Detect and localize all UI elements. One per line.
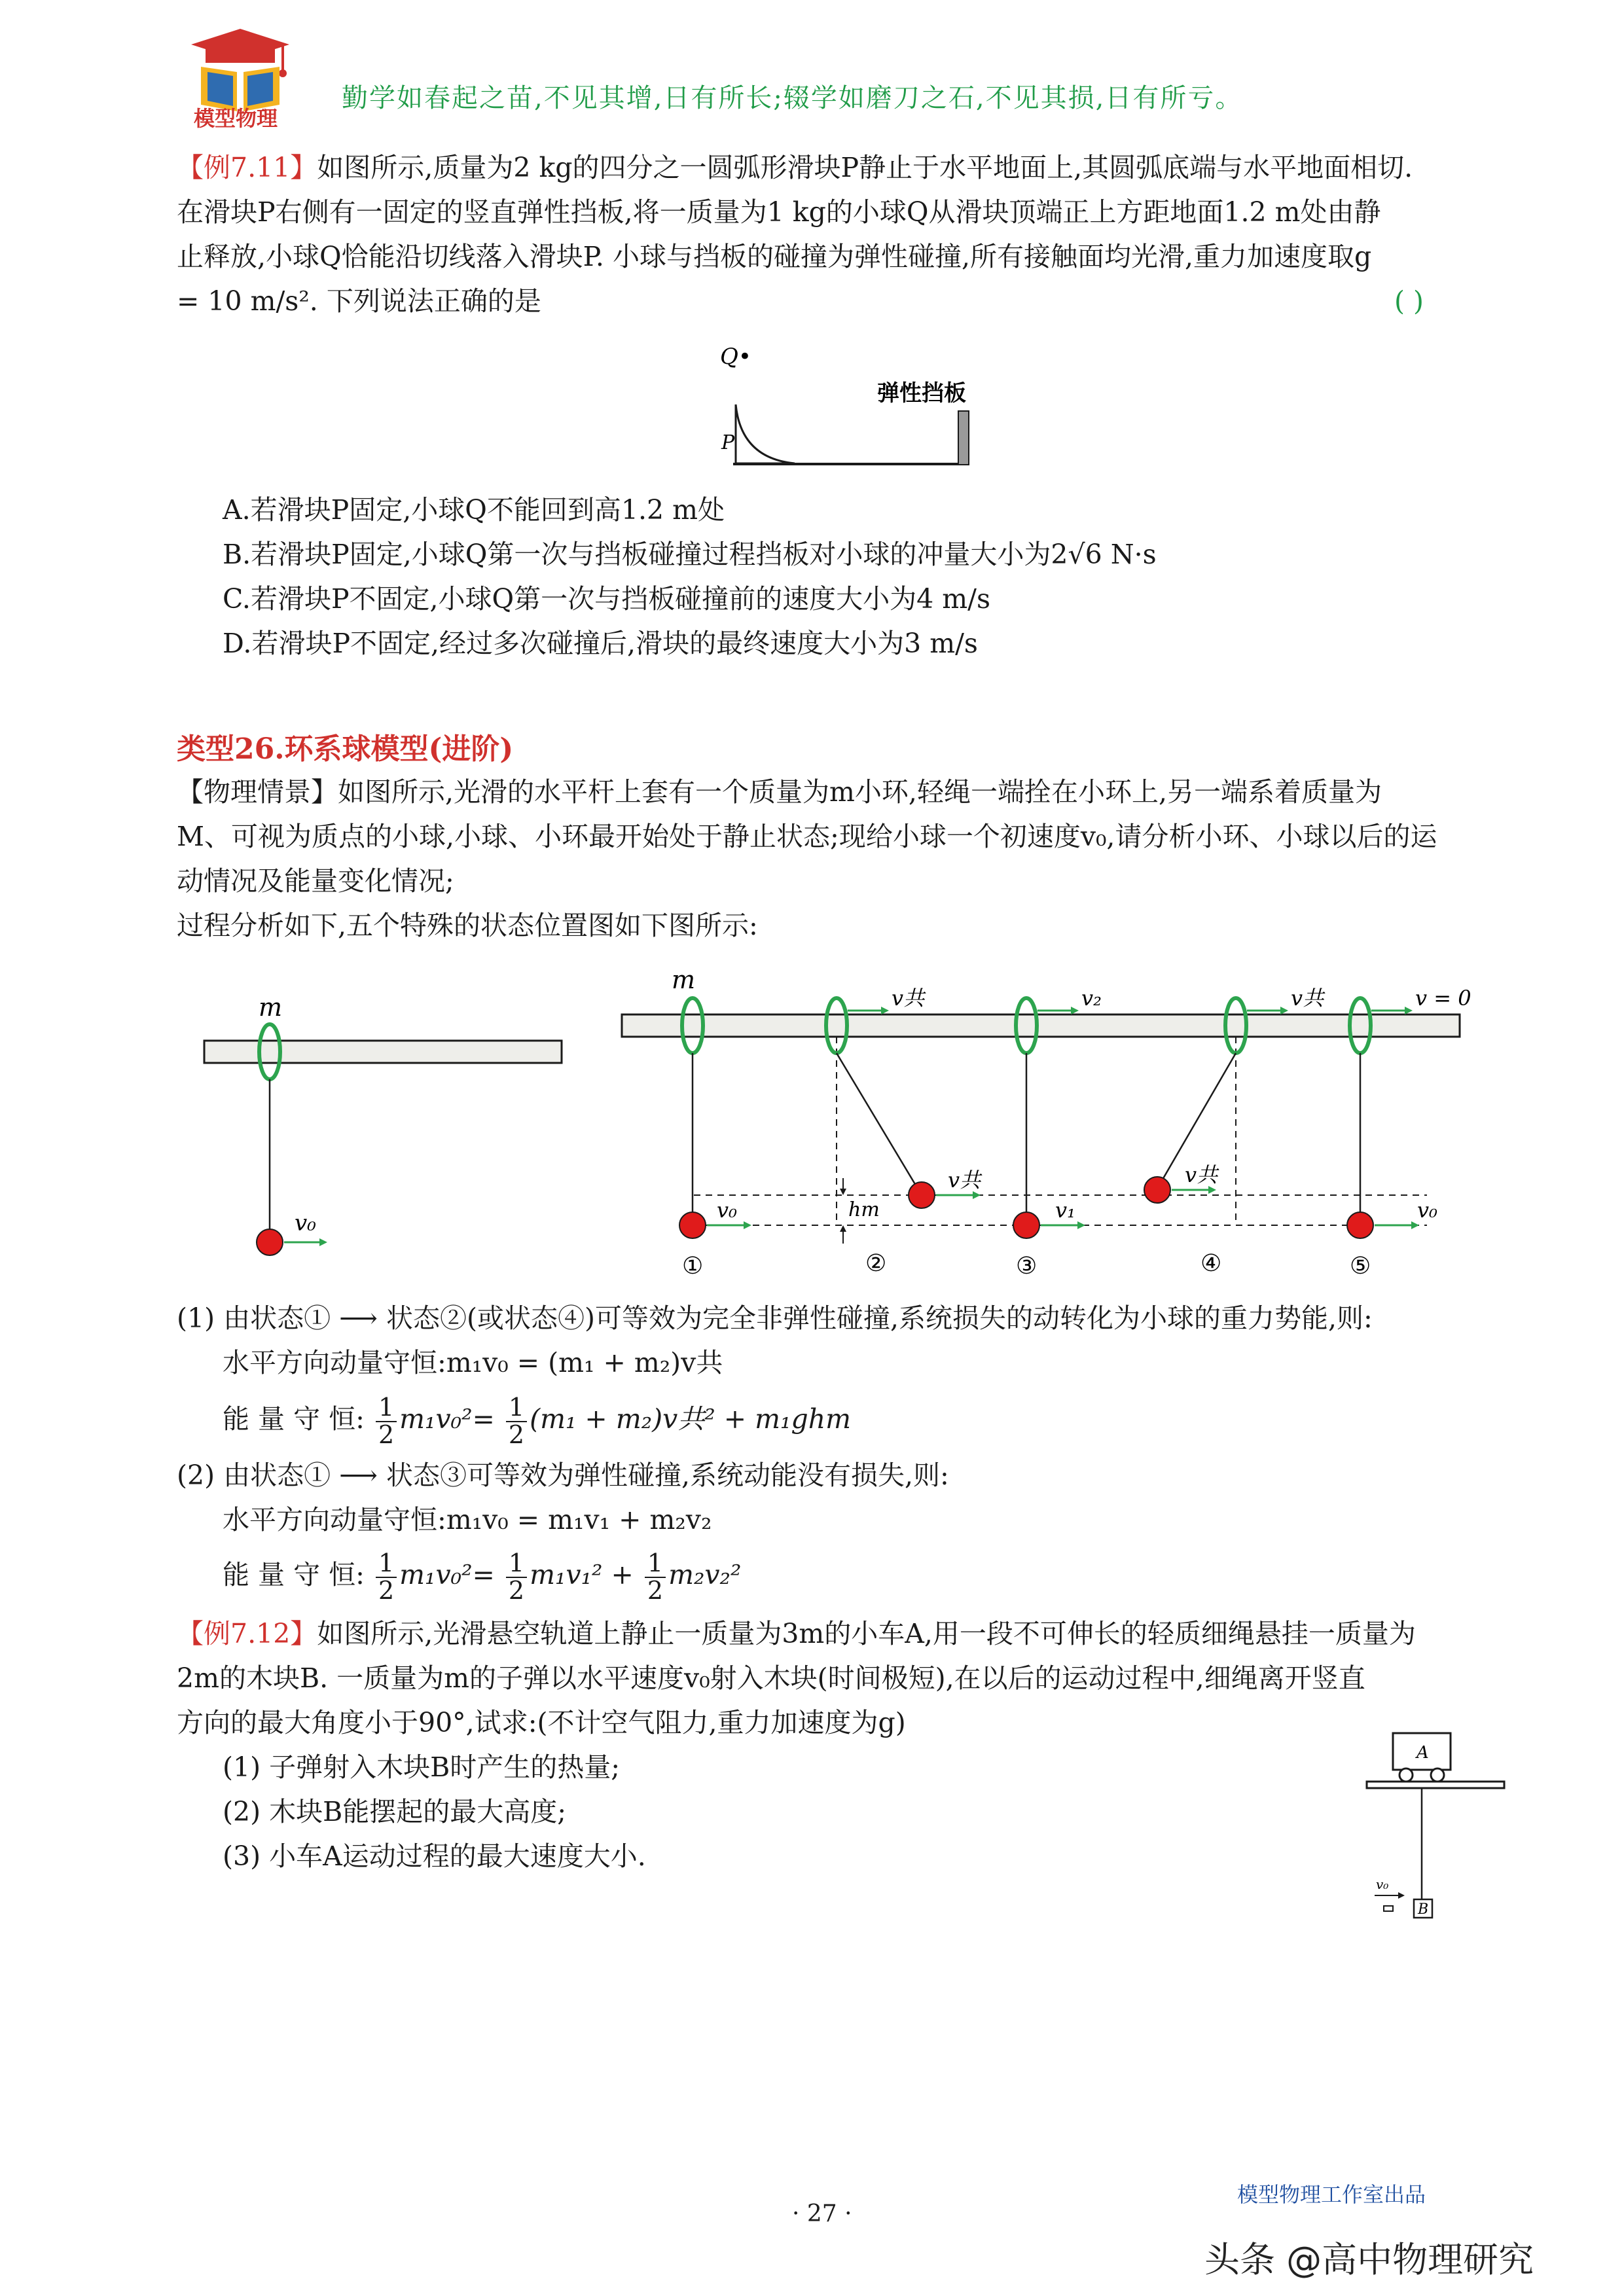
label-vgong-ball-2: v共 — [948, 1168, 981, 1193]
ball-state-2 — [909, 1182, 935, 1208]
label-wall: 弹性挡板 — [877, 380, 966, 406]
answer-paren: ( ) — [1394, 285, 1424, 317]
analysis-p2-momentum: 水平方向动量守恒:m₁v₀ = m₁v₁ + m₂v₂ — [223, 1504, 712, 1535]
track — [1367, 1782, 1504, 1788]
energy-2-left: m₁v₀²= — [399, 1559, 495, 1590]
ex711-line-1 — [177, 145, 1413, 190]
bullet — [1384, 1906, 1393, 1911]
process-line: 过程分析如下,五个特殊的状态位置图如下图所示: — [177, 910, 758, 941]
label-b: B — [1418, 1901, 1429, 1918]
ex712-figure — [1362, 1728, 1512, 1937]
analysis-p1-momentum: 水平方向动量守恒:m₁v₀ = (m₁ + m₂)v共 — [223, 1347, 723, 1378]
ex711-text-1: 如图所示,质量为2 kg的四分之一圆弧形滑块P静止于水平地面上,其圆弧底端与水平地面相切. — [317, 152, 1413, 183]
ex712-line-2: 2m的木块B. 一质量为m的子弹以水平速度v₀射入木块(时间极短),在以后的运动过程中,细绳离开竖直 — [177, 1662, 1365, 1694]
analysis-p1: (1) 由状态① ⟶ 状态②(或状态④)可等效为完全非弹性碰撞,系统损失的动转化为小球的重力势能,则: — [177, 1302, 1373, 1334]
ex711-tag: 【例7.11】 — [177, 152, 317, 183]
elastic-wall — [958, 411, 969, 465]
label-vgong-ball-4: v共 — [1185, 1162, 1218, 1187]
half-fraction: $\frac{1}{2}$ — [506, 1395, 527, 1448]
ball-state-3 — [1013, 1212, 1039, 1238]
ex712-text-1: 如图所示,光滑悬空轨道上静止一质量为3m的小车A,用一段不可伸长的轻质细绳悬挂一质量为 — [317, 1618, 1416, 1649]
option-d: D.若滑块P不固定,经过多次碰撞后,滑块的最终速度大小为3 m/s — [223, 628, 978, 659]
ex712-line-1 — [177, 1611, 1416, 1656]
left-label-v0: v₀ — [295, 1210, 316, 1236]
ex712-question-1: (1) 子弹射入木块B时产生的热量; — [223, 1751, 621, 1783]
analysis-p2-energy — [223, 1542, 741, 1607]
right-rod — [622, 1014, 1460, 1037]
ex712-line-3: 方向的最大角度小于90°,试求:(不计空气阻力,重力加速度为g) — [177, 1707, 906, 1738]
label-v1: v₁ — [1055, 1198, 1075, 1223]
label-v0-state-5: v₀ — [1417, 1198, 1437, 1223]
half-fraction: $\frac{1}{2}$ — [645, 1551, 666, 1604]
half-fraction: $\frac{1}{2}$ — [506, 1551, 527, 1604]
ex712-tag: 【例7.12】 — [177, 1618, 317, 1649]
half-fraction: $\frac{1}{2}$ — [376, 1395, 397, 1448]
right-label-m: m — [672, 965, 696, 994]
ex712-question-3: (3) 小车A运动过程的最大速度大小. — [223, 1840, 646, 1872]
ex711-line-4: = 10 m/s². 下列说法正确的是 — [177, 285, 541, 317]
studio-credit: 模型物理工作室出品 — [1237, 2182, 1426, 2207]
half-fraction: $\frac{1}{2}$ — [376, 1551, 397, 1604]
energy-label-1: 能 量 守 恒: — [223, 1403, 365, 1435]
option-c: C.若滑块P不固定,小球Q第一次与挡板碰撞前的速度大小为4 m/s — [223, 583, 991, 615]
ball-state-4 — [1144, 1177, 1170, 1203]
left-ball — [257, 1229, 283, 1255]
ex711-line-2: 在滑块P右侧有一固定的竖直弹性挡板,将一质量为1 kg的小球Q从滑块顶端正上方距地面1.2 m处由静 — [177, 196, 1381, 228]
scene-line-2: M、可视为质点的小球,小球、小环最开始处于静止状态;现给小球一个初速度v₀,请分析小环、小球以后的运 — [177, 821, 1437, 852]
scene-text-1: 如图所示,光滑的水平杆上套有一个质量为m小环,轻绳一端拴在小环上,另一端系着质量为 — [338, 776, 1382, 808]
energy-1-left: m₁v₀²= — [399, 1403, 495, 1435]
option-a: A.若滑块P固定,小球Q不能回到高1.2 m处 — [223, 494, 725, 526]
ex711-figure — [707, 334, 1074, 471]
ball-state-5 — [1347, 1212, 1373, 1238]
label-vgong-ring-2: v共 — [892, 986, 925, 1011]
scene-line-1 — [177, 770, 1382, 814]
energy-1-right: (m₁ + m₂)v共² + m₁ghm — [530, 1403, 851, 1435]
state-num-3: ③ — [1016, 1253, 1038, 1280]
energy-label-2: 能 量 守 恒: — [223, 1559, 365, 1590]
energy-2-right: m₂v₂² — [668, 1559, 742, 1590]
label-p: P — [721, 431, 735, 454]
label-q: Q• — [720, 344, 751, 370]
ball-state-1 — [679, 1212, 706, 1238]
label-v0-fig: v₀ — [1376, 1876, 1389, 1892]
option-b: B.若滑块P固定,小球Q第一次与挡板碰撞过程挡板对小球的冲量大小为2√6 N·s — [223, 539, 1157, 570]
watermark: 头条 @高中物理研究 — [1204, 2239, 1534, 2280]
ring-ball-diagram — [196, 956, 1492, 1296]
arc-slider-p — [736, 404, 795, 463]
scene-tag: 【物理情景】 — [177, 776, 338, 808]
energy-2-mid: m₁v₁² + — [530, 1559, 634, 1590]
label-hm: hm — [848, 1198, 880, 1221]
analysis-p2: (2) 由状态① ⟶ 状态③可等效为弹性碰撞,系统动能没有损失,则: — [177, 1460, 949, 1491]
state-num-5: ⑤ — [1350, 1253, 1371, 1280]
ex711-line-3: 止释放,小球Q恰能沿切线落入滑块P. 小球与挡板的碰撞为弹性碰撞,所有接触面均光滑,重力加速度取g — [177, 241, 1372, 272]
logo-text: 模型物理 — [194, 106, 278, 131]
state-num-4: ④ — [1200, 1250, 1222, 1277]
label-v0-state-1: v₀ — [717, 1198, 737, 1223]
left-label-m: m — [259, 993, 283, 1022]
rope-state-2 — [837, 1053, 922, 1195]
page-number: · 27 · — [792, 2200, 852, 2227]
state-num-1: ① — [682, 1253, 704, 1280]
motto: 勤学如春起之苗,不见其增,日有所长;辍学如磨刀之石,不见其损,日有所亏。 — [342, 83, 1243, 113]
analysis-p1-energy — [223, 1386, 851, 1452]
label-a: A — [1416, 1743, 1429, 1763]
label-vgong-ring-4: v共 — [1291, 986, 1324, 1011]
label-v-zero: v = 0 — [1415, 986, 1471, 1011]
ex712-question-2: (2) 木块B能摆起的最大高度; — [223, 1796, 567, 1827]
section-title: 类型26.环系球模型(进阶) — [177, 732, 514, 766]
label-v2: v₂ — [1081, 986, 1102, 1011]
state-num-2: ② — [865, 1250, 887, 1277]
scene-line-3: 动情况及能量变化情况; — [177, 865, 454, 897]
